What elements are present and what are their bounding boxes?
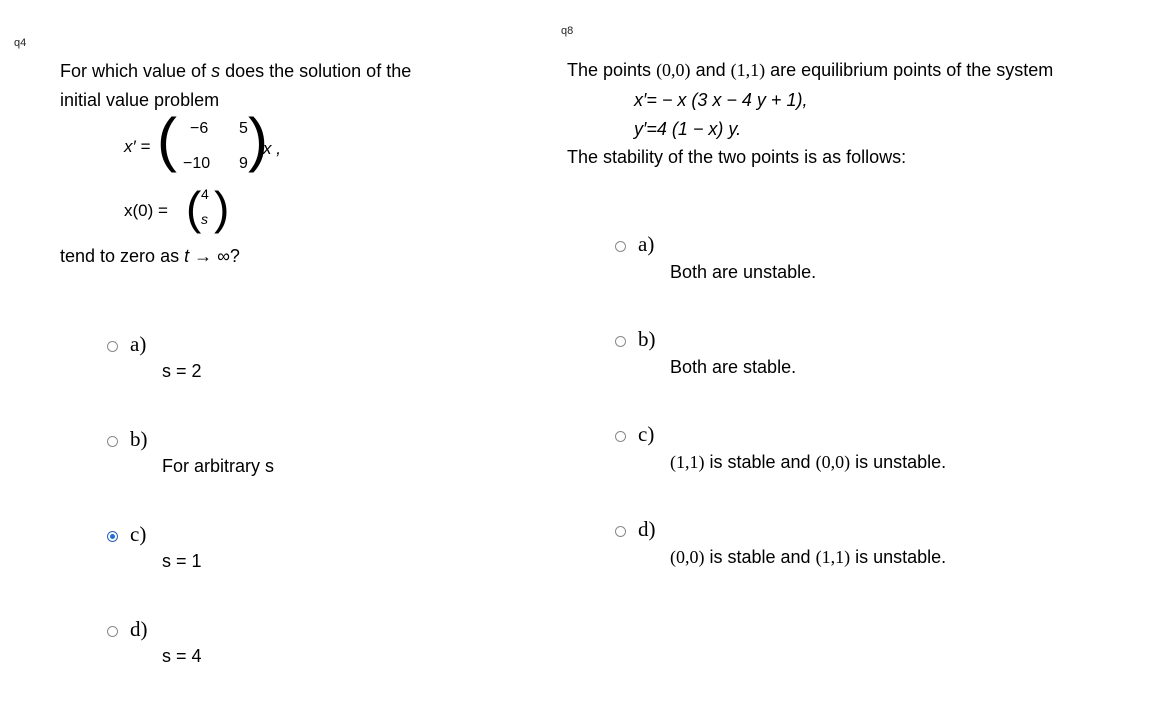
q4-prompt-line1 — [60, 57, 411, 86]
q8-option-d-end: is unstable. — [850, 547, 947, 567]
q4-prompt-pre: For which value of — [60, 61, 212, 81]
q4-matrix-a21: −10 — [183, 155, 211, 172]
q4-radio-a[interactable] — [107, 341, 118, 352]
q8-option-b-text: Both are stable. — [670, 357, 797, 377]
q4-option-a-letter: a) — [130, 332, 147, 356]
q8-equation-2: y′=4 (1 − x) y. — [634, 119, 742, 139]
q4-option-d-letter: d) — [130, 617, 148, 641]
q4-prompt-tail — [60, 242, 240, 271]
q4-ic-lhs: x(0) = — [124, 201, 168, 220]
q4-prompt-line2: initial value problem — [60, 90, 220, 110]
q8-option-c-text — [670, 452, 946, 473]
question-id-q8: q8 — [561, 25, 574, 37]
q8-radio-c[interactable] — [615, 431, 626, 442]
question-id-q4: q4 — [14, 37, 27, 49]
q4-option-c-text: s = 1 — [162, 551, 202, 571]
q4-tail-post: → ∞? — [189, 246, 240, 266]
q8-prompt-line4: The stability of the two points is as follows: — [567, 147, 907, 167]
q8-option-d-letter: d) — [638, 517, 656, 541]
q4-option-b-letter: b) — [130, 427, 148, 451]
q4-prompt-var: s — [211, 61, 221, 81]
q8-radio-b[interactable] — [615, 336, 626, 347]
q4-option-d-text: s = 4 — [162, 646, 202, 666]
q8-option-a-text: Both are unstable. — [670, 262, 817, 282]
q8-prompt-c: are equilibrium points of the system — [765, 60, 1054, 80]
q8-point-2: (1,1) — [730, 60, 766, 80]
q4-ode-lhs: x′ = — [124, 137, 151, 156]
q4-option-c-letter: c) — [130, 522, 147, 546]
q4-matrix-a11: −6 — [190, 120, 209, 137]
q4-tail-pre: tend to zero as — [60, 246, 185, 266]
q8-radio-d[interactable] — [615, 526, 626, 537]
q4-prompt-post: does the solution of the — [220, 61, 412, 81]
q8-option-c-point-b: (0,0) — [815, 452, 851, 472]
q4-ic-left-paren: ( — [186, 182, 202, 234]
q4-matrix-a22: 9 — [239, 155, 248, 172]
q4-ic-top: 4 — [201, 186, 209, 202]
q8-option-d-point-a: (0,0) — [670, 547, 705, 567]
q8-option-c-letter: c) — [638, 422, 655, 446]
q4-matrix-left-paren: ( — [157, 106, 177, 173]
q4-ic-right-paren: ) — [214, 182, 230, 234]
q8-option-c-point-a: (1,1) — [670, 452, 705, 472]
q4-radio-d[interactable] — [107, 626, 118, 637]
q4-tail-var: t — [184, 246, 190, 266]
q8-point-1: (0,0) — [656, 60, 691, 80]
q8-option-b-letter: b) — [638, 327, 656, 351]
q4-radio-c[interactable] — [107, 531, 118, 542]
q8-option-d-mid: is stable and — [704, 547, 816, 567]
q4-option-b-text: For arbitrary s — [162, 456, 275, 476]
q8-option-d-point-b: (1,1) — [815, 547, 851, 567]
q8-option-d-text — [670, 547, 946, 568]
q8-prompt-b: and — [690, 60, 731, 80]
q4-ic-bottom: s — [201, 211, 208, 227]
q4-option-a-text: s = 2 — [162, 361, 202, 381]
q4-matrix-a12: 5 — [239, 120, 248, 137]
q4-ode-rhs: x , — [263, 139, 281, 158]
q8-radio-a[interactable] — [615, 241, 626, 252]
q8-option-c-mid: is stable and — [704, 452, 816, 472]
q8-option-a-letter: a) — [638, 232, 655, 256]
q4-matrix-right-paren: ) — [248, 106, 268, 173]
q8-equation-1: x′= − x (3 x − 4 y + 1), — [634, 90, 808, 110]
q8-prompt-line1 — [567, 56, 1053, 85]
q8-option-c-end: is unstable. — [850, 452, 947, 472]
q4-radio-b[interactable] — [107, 436, 118, 447]
q8-prompt-a: The points — [567, 60, 657, 80]
